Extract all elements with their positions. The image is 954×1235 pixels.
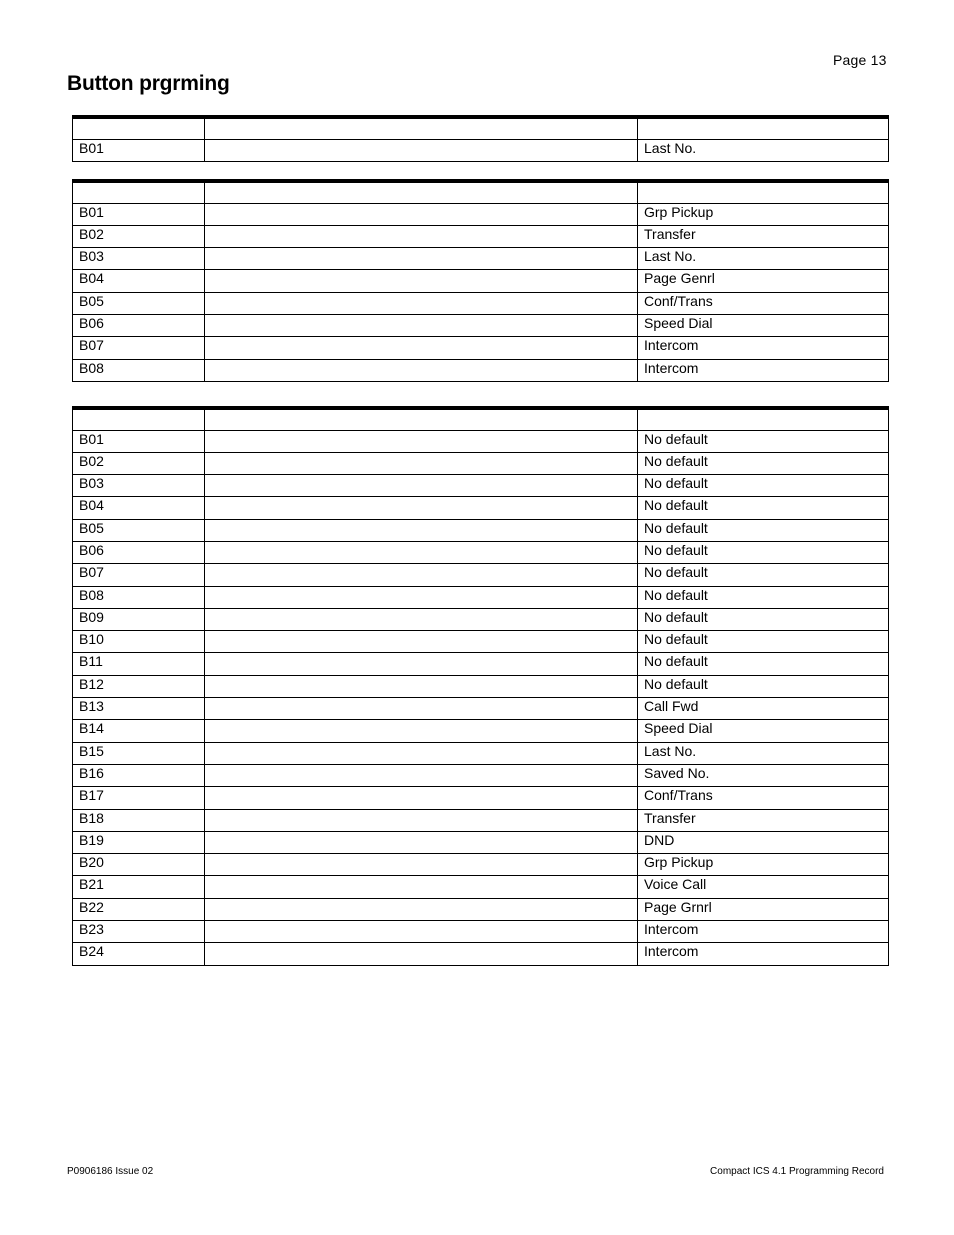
default-feature-cell: Speed Dial [638,720,889,742]
blank-entry-cell [205,809,638,831]
default-feature-cell: Page Grnrl [638,898,889,920]
table-row [73,452,889,474]
table-row [73,898,889,920]
button-id-cell: B12 [73,675,205,697]
table-row [73,292,889,314]
header-cell [205,408,638,430]
default-feature-cell: No default [638,631,889,653]
button-id-cell: B04 [73,497,205,519]
header-cell [638,408,889,430]
button-id-cell: B08 [73,586,205,608]
button-id-cell: B02 [73,452,205,474]
blank-entry-cell [205,270,638,292]
table-row [73,564,889,586]
button-id-cell: B20 [73,854,205,876]
default-feature-cell: No default [638,475,889,497]
default-feature-cell: No default [638,452,889,474]
table-row [73,586,889,608]
blank-entry-cell [205,720,638,742]
button-id-cell: B19 [73,831,205,853]
button-table-3 [72,406,889,966]
button-id-cell: B16 [73,764,205,786]
table-row [73,854,889,876]
default-feature-cell: Intercom [638,337,889,359]
button-id-cell: B11 [73,653,205,675]
default-feature-cell: No default [638,541,889,563]
blank-entry-cell [205,675,638,697]
blank-entry-cell [205,921,638,943]
button-id-cell: B04 [73,270,205,292]
blank-entry-cell [205,787,638,809]
default-feature-cell: DND [638,831,889,853]
table-row [73,337,889,359]
default-feature-cell: No default [638,653,889,675]
default-feature-cell: No default [638,608,889,630]
blank-entry-cell [205,742,638,764]
default-feature-cell: No default [638,430,889,452]
button-id-cell: B06 [73,541,205,563]
table-row [73,314,889,336]
table-row [73,225,889,247]
table-row [73,475,889,497]
button-id-cell: B07 [73,564,205,586]
button-id-cell: B01 [73,430,205,452]
blank-entry-cell [205,203,638,225]
default-feature-cell: No default [638,519,889,541]
table-header-row [73,408,889,430]
table-row [73,203,889,225]
header-cell [73,181,205,203]
blank-entry-cell [205,519,638,541]
default-feature-cell: Transfer [638,225,889,247]
default-feature-cell: Intercom [638,921,889,943]
blank-entry-cell [205,541,638,563]
default-feature-cell: Speed Dial [638,314,889,336]
blank-entry-cell [205,764,638,786]
blank-entry-cell [205,248,638,270]
blank-entry-cell [205,854,638,876]
default-feature-cell: Intercom [638,359,889,381]
table-row [73,519,889,541]
table-row [73,430,889,452]
button-id-cell: B02 [73,225,205,247]
table-row [73,359,889,381]
blank-entry-cell [205,608,638,630]
table-row [73,608,889,630]
default-feature-cell: Last No. [638,139,889,161]
default-feature-cell: Page Genrl [638,270,889,292]
table-row [73,943,889,965]
table-row [73,270,889,292]
default-feature-cell: No default [638,564,889,586]
button-id-cell: B23 [73,921,205,943]
blank-entry-cell [205,631,638,653]
default-feature-cell: Intercom [638,943,889,965]
button-id-cell: B15 [73,742,205,764]
blank-entry-cell [205,586,638,608]
default-feature-cell: Last No. [638,742,889,764]
default-feature-cell: Grp Pickup [638,854,889,876]
button-id-cell: B10 [73,631,205,653]
document-id: P0906186 Issue 02 [67,1166,154,1177]
button-id-cell: B13 [73,698,205,720]
default-feature-cell: Grp Pickup [638,203,889,225]
blank-entry-cell [205,430,638,452]
blank-entry-cell [205,564,638,586]
blank-entry-cell [205,497,638,519]
blank-entry-cell [205,943,638,965]
button-id-cell: B03 [73,475,205,497]
table-header-row [73,117,889,139]
button-id-cell: B22 [73,898,205,920]
blank-entry-cell [205,653,638,675]
button-id-cell: B01 [73,139,205,161]
button-id-cell: B09 [73,608,205,630]
table-row [73,698,889,720]
default-feature-cell: No default [638,675,889,697]
table-row [73,764,889,786]
blank-entry-cell [205,831,638,853]
document-title: Compact ICS 4.1 Programming Record [710,1166,884,1177]
blank-entry-cell [205,139,638,161]
default-feature-cell: No default [638,586,889,608]
table-header-row [73,181,889,203]
button-id-cell: B14 [73,720,205,742]
default-feature-cell: Transfer [638,809,889,831]
button-id-cell: B21 [73,876,205,898]
table-row [73,541,889,563]
blank-entry-cell [205,475,638,497]
default-feature-cell: Conf/Trans [638,787,889,809]
blank-entry-cell [205,292,638,314]
table-row [73,876,889,898]
button-id-cell: B07 [73,337,205,359]
button-table-1 [72,115,889,162]
button-id-cell: B05 [73,519,205,541]
page-number: Page 13 [833,52,887,68]
table-row [73,831,889,853]
header-cell [205,117,638,139]
table-row [73,921,889,943]
table-row [73,631,889,653]
blank-entry-cell [205,698,638,720]
header-cell [73,408,205,430]
default-feature-cell: Voice Call [638,876,889,898]
blank-entry-cell [205,225,638,247]
button-id-cell: B08 [73,359,205,381]
default-feature-cell: No default [638,497,889,519]
blank-entry-cell [205,898,638,920]
default-feature-cell: Call Fwd [638,698,889,720]
table-row [73,720,889,742]
button-id-cell: B24 [73,943,205,965]
blank-entry-cell [205,337,638,359]
table-row [73,809,889,831]
button-table-2 [72,179,889,382]
default-feature-cell: Saved No. [638,764,889,786]
header-cell [638,117,889,139]
blank-entry-cell [205,359,638,381]
button-id-cell: B17 [73,787,205,809]
button-id-cell: B03 [73,248,205,270]
table-row [73,653,889,675]
header-cell [638,181,889,203]
table-row [73,787,889,809]
page-title: Button prgrming [67,72,230,95]
table-row [73,675,889,697]
table-row [73,497,889,519]
button-id-cell: B05 [73,292,205,314]
blank-entry-cell [205,452,638,474]
header-cell [205,181,638,203]
button-id-cell: B18 [73,809,205,831]
default-feature-cell: Conf/Trans [638,292,889,314]
blank-entry-cell [205,314,638,336]
header-cell [73,117,205,139]
table-row [73,742,889,764]
button-id-cell: B01 [73,203,205,225]
table-row [73,139,889,161]
default-feature-cell: Last No. [638,248,889,270]
button-id-cell: B06 [73,314,205,336]
table-row [73,248,889,270]
blank-entry-cell [205,876,638,898]
